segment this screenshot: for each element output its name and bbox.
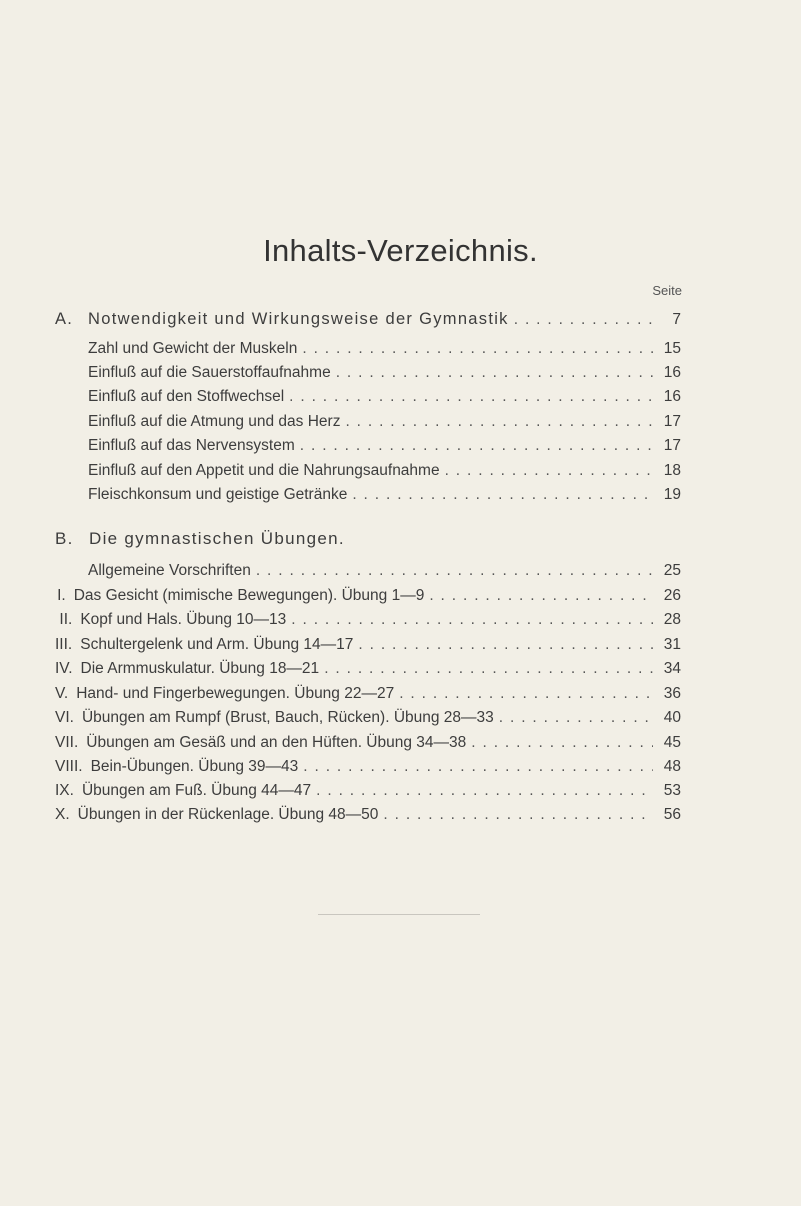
entry-page: 28 (663, 611, 681, 628)
leader-dots (394, 683, 653, 705)
entry-number: VI. (55, 709, 74, 726)
leader-dots (319, 658, 653, 680)
toc-entry (55, 634, 681, 656)
toc-entry (55, 780, 681, 802)
entry-page: 17 (663, 437, 681, 454)
leader-dots (298, 756, 653, 778)
entry-number: IX. (55, 782, 74, 799)
leader-dots (466, 732, 653, 754)
entry-page: 26 (663, 587, 681, 604)
section-b-letter: B. (55, 529, 74, 548)
toc-entry (55, 732, 681, 754)
leader-dots (251, 560, 653, 582)
leader-dots (284, 386, 653, 408)
entry-text: Hand- und Fingerbewegungen. Übung 22—27 (76, 685, 395, 702)
toc-entry (55, 585, 681, 607)
toc-entry (55, 658, 681, 680)
entry-text: Fleischkonsum und geistige Getränke (88, 486, 348, 503)
entry-text: Einfluß auf den Stoffwechsel (88, 388, 285, 405)
entry-text: Kopf und Hals. Übung 10—13 (80, 611, 287, 628)
section-b-title: Die gymnastischen Übungen. (89, 529, 345, 548)
section-a-heading (55, 308, 681, 330)
entry-text: Übungen am Fuß. Übung 44—47 (81, 782, 312, 799)
toc-entry (88, 386, 681, 408)
leader-dots (331, 362, 653, 384)
leader-dots (286, 609, 653, 631)
toc-entry (88, 460, 681, 482)
entry-number: II. (59, 611, 73, 628)
entry-page: 17 (663, 413, 681, 430)
toc-entry (55, 804, 681, 826)
entry-page: 53 (663, 782, 681, 799)
entry-page: 36 (663, 685, 681, 702)
entry-text: Einfluß auf die Atmung und das Herz (88, 413, 341, 430)
entry-text: Das Gesicht (mimische Bewegungen). Übung 1—9 (73, 587, 425, 604)
entry-number: III. (55, 636, 73, 653)
entry-text: Einfluß auf die Sauerstoffaufnahme (88, 364, 331, 381)
entry-page: 15 (663, 340, 681, 357)
toc-entry (55, 683, 681, 705)
entry-page: 19 (663, 486, 681, 503)
section-a-page: 7 (672, 311, 681, 328)
toc-entry (88, 411, 681, 433)
entry-page: 56 (663, 806, 681, 823)
toc-entry (88, 338, 681, 360)
entry-text: Einfluß auf das Nervensystem (88, 437, 295, 454)
leader-dots (295, 435, 653, 457)
entry-number: VII. (55, 734, 79, 751)
leader-dots (347, 484, 653, 506)
entry-text: Bein-Übungen. Übung 39—43 (90, 758, 299, 775)
entry-page: 18 (663, 462, 681, 479)
entry-number: I. (57, 587, 66, 604)
leader-dots (509, 309, 653, 331)
entry-text: Übungen am Gesäß und an den Hüften. Übung 34—38 (86, 734, 467, 751)
entry-page: 34 (663, 660, 681, 677)
leader-dots (378, 804, 653, 826)
leader-dots (311, 780, 653, 802)
entry-text: Schultergelenk und Arm. Übung 14—17 (80, 636, 354, 653)
entry-text: Allgemeine Vorschriften (88, 562, 251, 579)
entry-page: 16 (663, 388, 681, 405)
entry-page: 48 (663, 758, 681, 775)
entry-page: 31 (663, 636, 681, 653)
leader-dots (297, 338, 653, 360)
entry-page: 16 (663, 364, 681, 381)
section-b-heading (55, 529, 345, 549)
section-a-letter: A. (55, 310, 74, 328)
leader-dots (494, 707, 653, 729)
entry-number: VIII. (55, 758, 83, 775)
entry-text: Übungen am Rumpf (Brust, Bauch, Rücken). Übung 28—33 (81, 709, 494, 726)
entry-number: X. (55, 806, 70, 823)
leader-dots (340, 411, 653, 433)
entry-number: V. (55, 685, 69, 702)
entry-page: 25 (663, 562, 681, 579)
section-a-title: Notwendigkeit und Wirkungsweise der Gymnastik (88, 310, 509, 328)
entry-number: IV. (55, 660, 73, 677)
page-title: Inhalts-Verzeichnis. (263, 233, 538, 268)
toc-entry (88, 362, 681, 384)
leader-dots (353, 634, 653, 656)
entry-page: 45 (663, 734, 681, 751)
toc-entry (55, 707, 681, 729)
leader-dots (424, 585, 653, 607)
toc-entry (55, 756, 681, 778)
entry-page: 40 (663, 709, 681, 726)
entry-text: Einfluß auf den Appetit und die Nahrungsaufnahme (88, 462, 440, 479)
closing-rule (318, 914, 480, 915)
toc-entry (88, 435, 681, 457)
toc-entry (88, 484, 681, 506)
toc-entry (55, 609, 681, 631)
page-column-label: Seite (652, 283, 682, 298)
toc-entry (88, 560, 681, 582)
leader-dots (440, 460, 653, 482)
entry-text: Zahl und Gewicht der Muskeln (88, 340, 298, 357)
entry-text: Die Armmuskulatur. Übung 18—21 (80, 660, 320, 677)
entry-text: Übungen in der Rückenlage. Übung 48—50 (77, 806, 379, 823)
